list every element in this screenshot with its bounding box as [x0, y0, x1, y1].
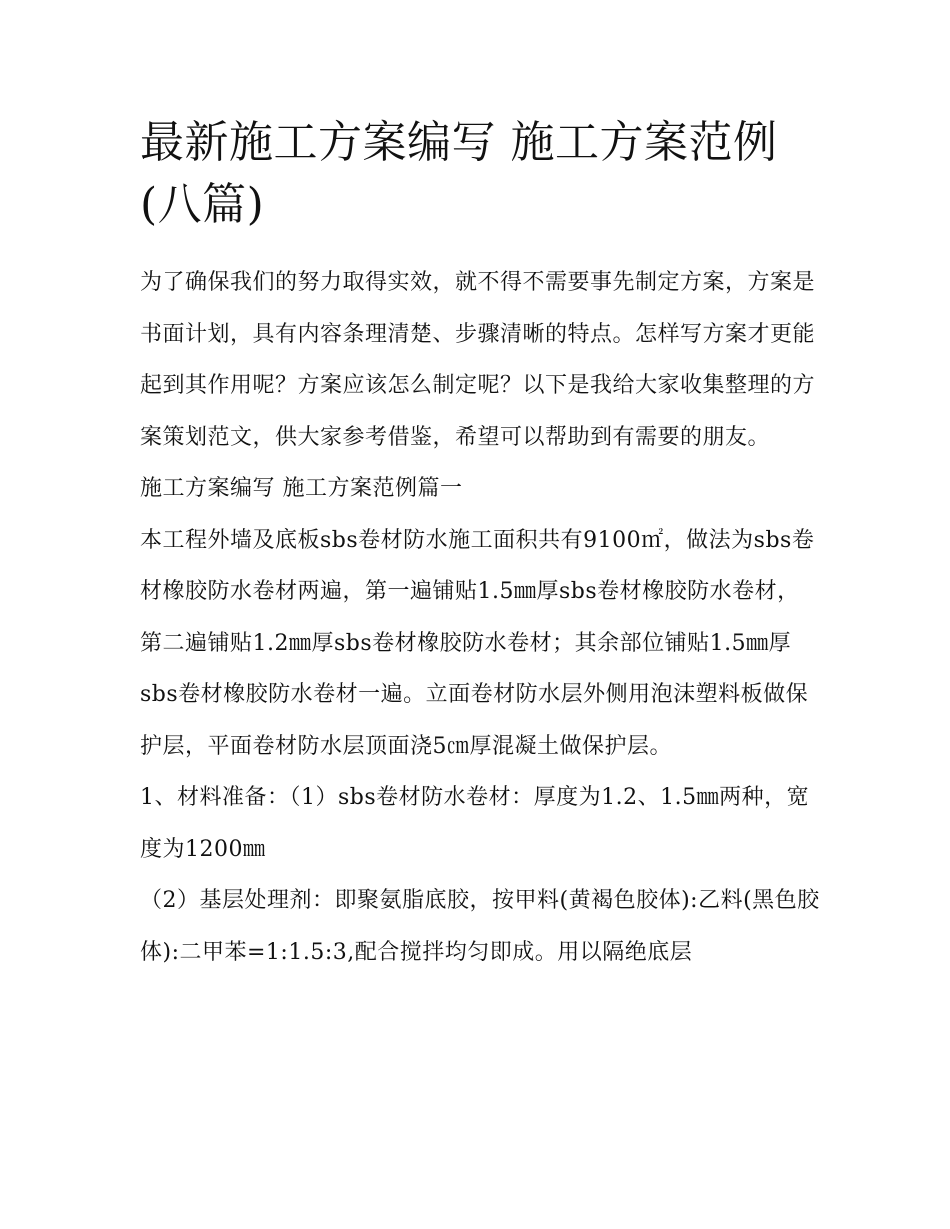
- primer-paragraph: （2）基层处理剂：即聚氨脂底胶，按甲料(黄褐色胶体):乙料(黑色胶体):二甲苯=1:1.5:3,配合搅拌均匀即成。用以隔绝底层: [140, 888, 820, 965]
- intro-paragraph: 为了确保我们的努力取得实效，就不得不需要事先制定方案，方案是书面计划，具有内容条理清楚、步骤清晰的特点。怎样写方案才更能起到其作用呢？方案应该怎么制定呢？以下是我给大家收集整理的方案策划范文，供大家参考借鉴，希望可以帮助到有需要的朋友。: [140, 270, 816, 450]
- project-paragraph: 本工程外墙及底板sbs卷材防水施工面积共有9100㎡，做法为sbs卷材橡胶防水卷材两遍，第一遍铺贴1.5㎜厚sbs卷材橡胶防水卷材，第二遍铺贴1.2㎜厚sbs卷材橡胶防水卷材；其余部位铺贴1.5㎜厚sbs卷材橡胶防水卷材一遍。立面卷材防水层外侧用泡沫塑料板做保护层，平面卷材防水层顶面浇5㎝厚混凝土做保护层。: [140, 527, 815, 759]
- document-page: [140, 112, 820, 978]
- document-body: [140, 257, 820, 978]
- materials-paragraph: 1、材料准备：（1）sbs卷材防水卷材：厚度为1.2、1.5㎜两种，宽度为1200㎜: [140, 785, 810, 862]
- document-title: 最新施工方案编写 施工方案范例(八篇): [140, 117, 778, 230]
- section-heading: 施工方案编写 施工方案范例篇一: [140, 476, 463, 501]
